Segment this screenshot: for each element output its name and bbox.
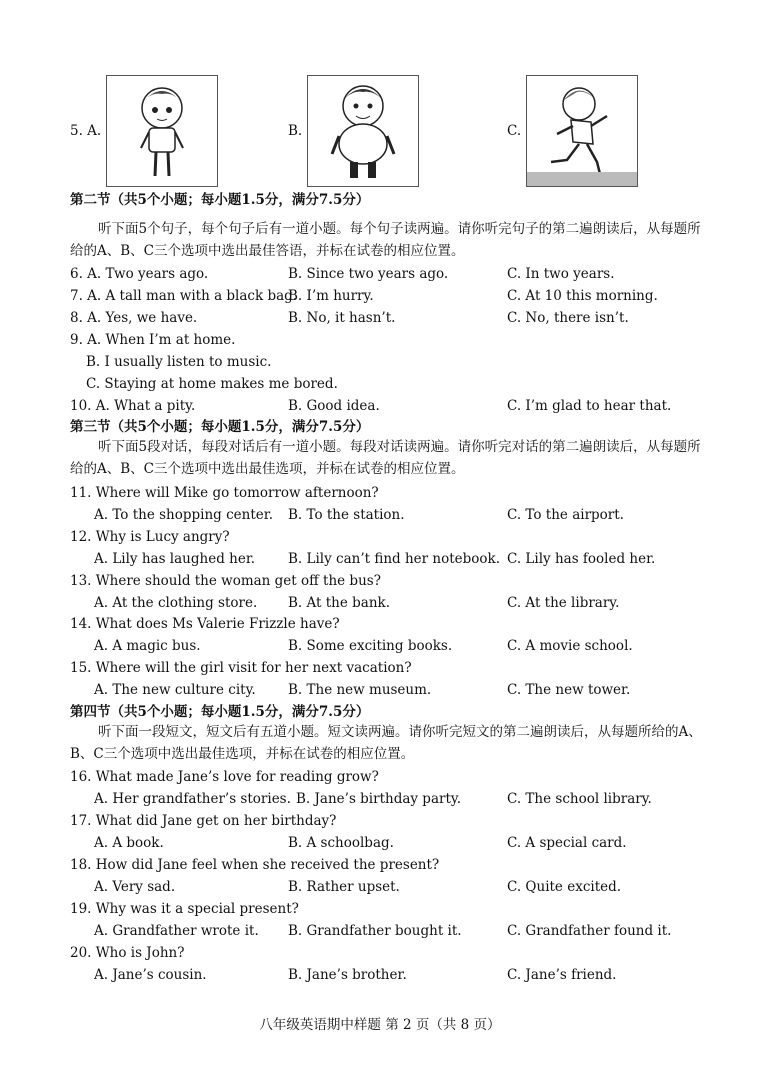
- q8-option-b: B. No, it hasn’t.: [288, 310, 396, 326]
- q11-question: 11. Where will Mike go tomorrow afternoon?: [70, 485, 379, 501]
- q7-option-a: 7. A. A tall man with a black bag.: [70, 288, 298, 304]
- section-3-instructions: 听下面5段对话，每段对话后有一道小题。每段对话读两遍。请你听完对话的第二遍朗读后，从每题所给的A、B、C三个选项中选出最佳选项，并标在试卷的相应位置。: [70, 439, 701, 477]
- q13-option-c: C. At the library.: [507, 595, 620, 611]
- q13-option-b: B. At the bank.: [288, 595, 390, 611]
- q13-option-a: A. At the clothing store.: [94, 595, 258, 611]
- q20-question: 20. Who is John?: [70, 945, 185, 961]
- q11-option-a: A. To the shopping center.: [94, 507, 274, 523]
- q17-option-b: B. A schoolbag.: [288, 835, 394, 851]
- q9-option-a: 9. A. When I’m at home.: [70, 332, 236, 348]
- running-boy-icon: [527, 76, 637, 186]
- q10-option-a: 10. A. What a pity.: [70, 398, 196, 414]
- q16-option-c: C. The school library.: [507, 791, 652, 807]
- q15-option-b: B. The new museum.: [288, 682, 432, 698]
- q14-question: 14. What does Ms Valerie Frizzle have?: [70, 616, 340, 632]
- section-4-title: 第四节（共5个小题；每小题1.5分，满分7.5分）: [70, 704, 370, 720]
- q8-option-a: 8. A. Yes, we have.: [70, 310, 198, 326]
- q12-option-c: C. Lily has fooled her.: [507, 551, 656, 567]
- q19-question: 19. Why was it a special present?: [70, 901, 299, 917]
- q15-question: 15. Where will the girl visit for her next vacation?: [70, 660, 412, 676]
- q14-option-a: A. A magic bus.: [94, 638, 201, 654]
- q7-option-b: B. I’m hurry.: [288, 288, 374, 304]
- q14-option-c: C. A movie school.: [507, 638, 633, 654]
- q5-option-b-label: B.: [288, 123, 303, 139]
- q18-question: 18. How did Jane feel when she received the present?: [70, 857, 440, 873]
- section-4-instructions: 听下面一段短文，短文后有五道小题。短文读两遍。请你听完短文的第二遍朗读后，从每题所给的A、B、C三个选项中选出最佳选项，并标在试卷的相应位置。: [70, 724, 702, 762]
- page-footer: 八年级英语期中样题 第 2 页（共 8 页）: [259, 1017, 501, 1033]
- q14-option-b: B. Some exciting books.: [288, 638, 453, 654]
- q16-question: 16. What made Jane’s love for reading grow?: [70, 769, 379, 785]
- q11-option-c: C. To the airport.: [507, 507, 624, 523]
- q18-option-a: A. Very sad.: [94, 879, 176, 895]
- q9-option-b: B. I usually listen to music.: [86, 354, 272, 370]
- q19-option-c: C. Grandfather found it.: [507, 923, 672, 939]
- q20-option-a: A. Jane’s cousin.: [94, 967, 207, 983]
- q10-option-c: C. I’m glad to hear that.: [507, 398, 672, 414]
- q20-option-c: C. Jane’s friend.: [507, 967, 617, 983]
- q5-option-a-label: 5. A.: [70, 123, 102, 139]
- section-2-title: 第二节（共5个小题；每小题1.5分，满分7.5分）: [70, 192, 370, 208]
- boy-standing-icon: [107, 76, 217, 186]
- q20-option-b: B. Jane’s brother.: [288, 967, 407, 983]
- section-2-instructions: 听下面5个句子，每个句子后有一道小题。每个句子读两遍。请你听完句子的第二遍朗读后，从每题所给的A、B、C三个选项中选出最佳答语，并标在试卷的相应位置。: [70, 221, 701, 259]
- q19-option-a: A. Grandfather wrote it.: [94, 923, 259, 939]
- q12-question: 12. Why is Lucy angry?: [70, 529, 230, 545]
- q16-option-a: A. Her grandfather’s stories.: [94, 791, 291, 807]
- q5-option-c-label: C.: [507, 123, 522, 139]
- q8-option-c: C. No, there isn’t.: [507, 310, 629, 326]
- section-3-title: 第三节（共5个小题；每小题1.5分，满分7.5分）: [70, 419, 370, 435]
- q12-option-b: B. Lily can’t find her notebook.: [288, 551, 500, 567]
- chubby-boy-icon: [308, 76, 418, 186]
- q5-picture-c: [526, 75, 638, 187]
- q15-option-c: C. The new tower.: [507, 682, 631, 698]
- q6-option-c: C. In two years.: [507, 266, 615, 282]
- q17-question: 17. What did Jane get on her birthday?: [70, 813, 337, 829]
- q18-option-b: B. Rather upset.: [288, 879, 400, 895]
- q11-option-b: B. To the station.: [288, 507, 405, 523]
- q12-option-a: A. Lily has laughed her.: [94, 551, 256, 567]
- q13-question: 13. Where should the woman get off the bus?: [70, 573, 381, 589]
- q5-picture-a: [106, 75, 218, 187]
- q17-option-c: C. A special card.: [507, 835, 627, 851]
- q15-option-a: A. The new culture city.: [94, 682, 256, 698]
- q18-option-c: C. Quite excited.: [507, 879, 622, 895]
- q6-option-a: 6. A. Two years ago.: [70, 266, 209, 282]
- q6-option-b: B. Since two years ago.: [288, 266, 449, 282]
- q9-option-c: C. Staying at home makes me bored.: [86, 376, 338, 392]
- q5-picture-b: [307, 75, 419, 187]
- q10-option-b: B. Good idea.: [288, 398, 380, 414]
- q17-option-a: A. A book.: [94, 835, 164, 851]
- q16-option-b: B. Jane’s birthday party.: [296, 791, 461, 807]
- q19-option-b: B. Grandfather bought it.: [288, 923, 462, 939]
- q7-option-c: C. At 10 this morning.: [507, 288, 658, 304]
